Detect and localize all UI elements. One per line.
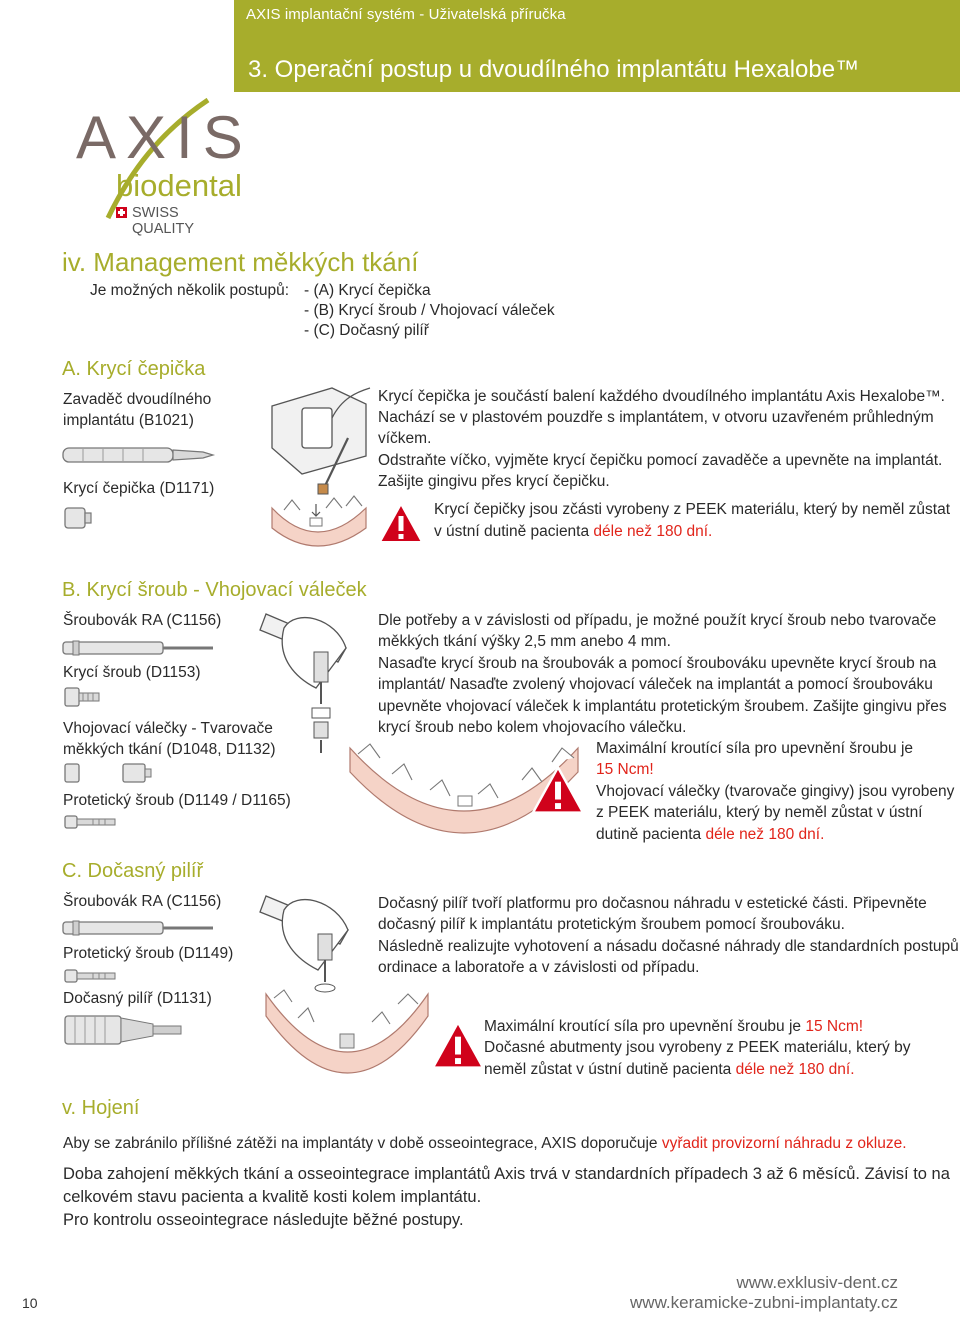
- section-iv-option-c: - (C) Dočasný pilíř: [304, 322, 429, 339]
- footer-url-1[interactable]: www.exklusiv-dent.cz: [736, 1273, 898, 1292]
- section-a-text-3: víčkem.: [378, 430, 432, 447]
- warning-icon: [530, 765, 586, 815]
- section-a-text-5: Zašijte gingivu přes krycí čepičku.: [378, 473, 610, 490]
- implant-carrier-image: [63, 440, 223, 470]
- section-a-illustration: [262, 378, 372, 560]
- section-b-label-1: Šroubovák RA (C1156): [63, 612, 222, 629]
- section-b-warning-peek-3: dutině pacienta déle než 180 dní.: [596, 826, 825, 843]
- section-a-warning-2: v ústní dutině pacienta déle než 180 dní.: [434, 523, 713, 540]
- prosthetic-screw-image: [63, 814, 123, 830]
- cover-cap-image: [63, 505, 93, 531]
- section-b-label-4: Protetický šroub (D1149 / D1165): [63, 792, 291, 809]
- section-a-text-2: Nachází se v plastovém pouzdře s implantátem, v otvoru uzavřeném průhledným: [378, 409, 934, 426]
- section-v-para-3: Pro kontrolu osseointegrace následujte běžné postupy.: [63, 1211, 464, 1229]
- section-v-title: v. Hojení: [62, 1097, 140, 1119]
- section-b-text-4: implantát/ Nasaďte zvolený vhojovací váleček na implantát a pomocí šroubováku: [378, 676, 933, 693]
- warning-icon: [430, 1020, 486, 1070]
- logo-biodental-text: biodental: [116, 168, 242, 203]
- swiss-cross-v: [120, 209, 123, 216]
- section-iv-option-b: - (B) Krycí šroub / Vhojovací váleček: [304, 302, 555, 319]
- section-iv-option-a: - (A) Krycí čepička: [304, 282, 431, 299]
- section-a-label-2: Krycí čepička (D1171): [63, 480, 215, 497]
- section-b-text-1: Dle potřeby a v závislosti od případu, je možné použít krycí šroub nebo tvarovače: [378, 612, 937, 629]
- section-b-illustration: [256, 608, 372, 754]
- cover-screw-image: [63, 686, 103, 708]
- section-b-label-3-line2: měkkých tkání (D1048, D1132): [63, 741, 276, 758]
- section-a-label-1-line2: implantátu (B1021): [63, 412, 194, 429]
- section-v-line1: Aby se zabránilo přílišné zátěži na implantáty v době osseointegrace, AXIS doporučuje vyřadit provizorní náhradu z okluze.: [63, 1135, 907, 1152]
- section-c-warning-2: Dočasné abutmenty jsou vyrobeny z PEEK materiálu, který by: [484, 1039, 911, 1056]
- section-a-label-1-line1: Zavaděč dvoudílného: [63, 391, 212, 408]
- section-c-label-2: Protetický šroub (D1149): [63, 945, 234, 962]
- section-iv-intro: Je možných několik postupů:: [90, 282, 290, 299]
- section-v-para-2: celkovém stavu pacienta a kvalitě kosti kolem implantátu.: [63, 1188, 482, 1206]
- section-c-warning-1: Maximální kroutící síla pro upevnění šroubu je 15 Ncm!: [484, 1018, 864, 1035]
- section-iv-title: iv. Management měkkých tkání: [62, 247, 419, 277]
- section-c-label-3: Dočasný pilíř (D1131): [63, 990, 212, 1007]
- section-a-title: A. Krycí čepička: [62, 358, 206, 380]
- section-c-jaw-image: [262, 990, 432, 1080]
- screwdriver-ra-image: [63, 916, 223, 940]
- section-a-warning-1: Krycí čepičky jsou zčásti vyrobeny z PEEK materiálu, který by neměl zůstat: [434, 501, 950, 518]
- page-number: 10: [22, 1295, 38, 1311]
- screwdriver-ra-image: [63, 636, 223, 660]
- section-b-label-3-line1: Vhojovací válečky - Tvarovače: [63, 720, 273, 737]
- section-c-text-1: Dočasný pilíř tvoří platformu pro dočasnou náhradu v estetické části. Připevněte: [378, 895, 927, 912]
- logo-swiss-quality: SWISS QUALITY: [132, 205, 195, 237]
- section-b-warning-torque: Maximální kroutící síla pro upevnění šroubu je: [596, 740, 914, 757]
- section-b-text-2: měkkých tkání výšky 2,5 mm anebo 4 mm.: [378, 633, 671, 650]
- section-c-illustration: [256, 890, 376, 1000]
- warning-icon: [378, 502, 424, 544]
- temporary-abutment-image: [63, 1012, 193, 1048]
- section-b-text-3: Nasaďte krycí šroub na šroubovák a pomocí šroubováku upevněte krycí šroub na: [378, 655, 937, 672]
- section-c-text-2: dočasný pilíř k implantátu protetickým šroubem pomocí šroubováku.: [378, 916, 845, 933]
- section-b-text-5: upevněte vhojovací váleček k implantátu protetickým šroubem. Zašijte gingivu přes: [378, 698, 947, 715]
- section-c-warning-3: neměl zůstat v ústní dutině pacienta déle než 180 dní.: [484, 1061, 855, 1078]
- section-b-warning-peek-2: z PEEK materiálu, který by neměl zůstat v ústní: [596, 804, 923, 821]
- section-b-title: B. Krycí šroub - Vhojovací váleček: [62, 579, 367, 601]
- section-v-para-1: Doba zahojení měkkých tkání a osseointegrace implantátů Axis trvá v standardních případech 3 až 6 měsíců. Závisí to na: [63, 1165, 950, 1183]
- section-b-warning-peek-1: Vhojovací válečky (tvarovače gingivy) jsou vyrobeny: [596, 783, 955, 800]
- prosthetic-screw-image: [63, 968, 123, 984]
- manual-title: AXIS implantační systém - Uživatelská příručka: [246, 6, 566, 23]
- logo-axis-text: AXIS: [76, 104, 253, 171]
- section-a-text-1: Krycí čepička je součástí balení každého dvoudílného implantátu Axis Hexalobe™.: [378, 388, 945, 405]
- section-b-label-2: Krycí šroub (D1153): [63, 664, 201, 681]
- section-a-text-4: Odstraňte víčko, vyjměte krycí čepičku pomocí zavaděče a upevněte na implantát.: [378, 452, 943, 469]
- section-b-warning-torque-value: 15 Ncm!: [596, 761, 654, 778]
- section-b-text-6: krycí šroub nebo kolem vhojovacího válečku.: [378, 719, 687, 736]
- chapter-title: 3. Operační postup u dvoudílného implantátu Hexalobe™: [248, 56, 860, 83]
- section-c-title: C. Dočasný pilíř: [62, 860, 204, 882]
- section-c-label-1: Šroubovák RA (C1156): [63, 893, 222, 910]
- section-c-text-3: Následně realizujte vyhotovení a násadu dočasné náhrady dle standardních postupů: [378, 938, 959, 955]
- healing-caps-image: [63, 762, 193, 786]
- section-c-text-4: ordinace a laboratoře a v závislosti od případu.: [378, 959, 700, 976]
- footer-url-2[interactable]: www.keramicke-zubni-implantaty.cz: [630, 1293, 898, 1312]
